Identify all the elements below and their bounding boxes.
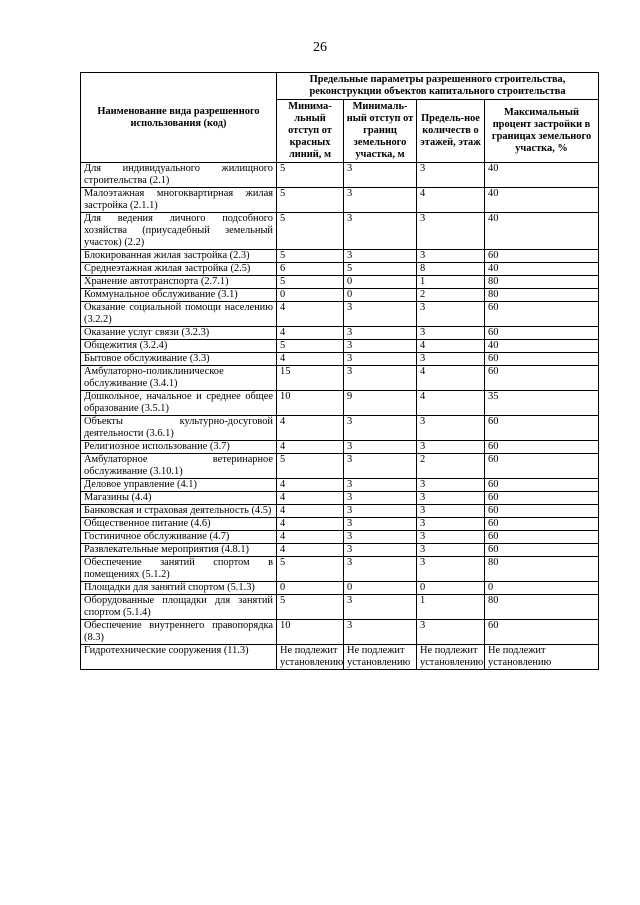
max-coverage-value: 60 xyxy=(485,250,599,263)
plot-boundary-setback-value: 5 xyxy=(344,263,417,276)
table-row xyxy=(81,518,599,531)
max-floors-value: 3 xyxy=(417,441,485,454)
max-coverage-value: 60 xyxy=(485,366,599,391)
red-line-setback-value: 5 xyxy=(277,276,344,289)
use-type-name: Для ведения личного подсобного хозяйства (приусадебный земельный участок) (2.2) xyxy=(81,213,277,250)
max-floors-value: 3 xyxy=(417,327,485,340)
max-floors-value: 3 xyxy=(417,518,485,531)
use-type-name: Коммунальное обслуживание (3.1) xyxy=(81,289,277,302)
max-floors-value: 3 xyxy=(417,544,485,557)
use-type-name: Общежития (3.2.4) xyxy=(81,340,277,353)
max-coverage-value: Не подлежит установлению xyxy=(485,645,599,670)
use-type-name: Оборудованные площадки для занятий спортом (5.1.4) xyxy=(81,595,277,620)
table-body xyxy=(81,163,599,670)
red-line-setback-value: 4 xyxy=(277,518,344,531)
table-row xyxy=(81,353,599,366)
max-floors-value: 4 xyxy=(417,340,485,353)
use-type-name: Бытовое обслуживание (3.3) xyxy=(81,353,277,366)
max-floors-value: Не подлежит установлению xyxy=(417,645,485,670)
max-floors-value: 4 xyxy=(417,188,485,213)
red-line-setback-value: Не подлежит установлению xyxy=(277,645,344,670)
max-floors-value: 3 xyxy=(417,353,485,366)
max-coverage-value: 40 xyxy=(485,163,599,188)
table-row xyxy=(81,188,599,213)
plot-boundary-setback-value: 3 xyxy=(344,327,417,340)
red-line-setback-value: 10 xyxy=(277,620,344,645)
red-line-setback-value: 5 xyxy=(277,557,344,582)
use-type-name: Обеспечение занятий спортом в помещениях (5.1.2) xyxy=(81,557,277,582)
plot-boundary-setback-value: 3 xyxy=(344,557,417,582)
table-row xyxy=(81,263,599,276)
use-type-name: Оказание социальной помощи населению (3.2.2) xyxy=(81,302,277,327)
page-number: 26 xyxy=(313,40,327,55)
use-type-name: Магазины (4.4) xyxy=(81,492,277,505)
max-floors-value: 4 xyxy=(417,391,485,416)
max-coverage-value: 40 xyxy=(485,213,599,250)
plot-boundary-setback-value: 0 xyxy=(344,276,417,289)
plot-boundary-setback-value: 3 xyxy=(344,479,417,492)
use-type-name: Площадки для занятий спортом (5.1.3) xyxy=(81,582,277,595)
red-line-setback-value: 5 xyxy=(277,188,344,213)
max-coverage-value: 60 xyxy=(485,441,599,454)
use-type-name: Среднеэтажная жилая застройка (2.5) xyxy=(81,263,277,276)
plot-boundary-setback-value: 3 xyxy=(344,366,417,391)
max-floors-value: 3 xyxy=(417,492,485,505)
red-line-setback-value: 5 xyxy=(277,340,344,353)
table-row xyxy=(81,505,599,518)
plot-boundary-setback-value: 3 xyxy=(344,188,417,213)
plot-boundary-setback-value: 3 xyxy=(344,163,417,188)
plot-boundary-setback-value: 3 xyxy=(344,302,417,327)
max-coverage-value: 60 xyxy=(485,353,599,366)
table-row xyxy=(81,544,599,557)
plot-boundary-setback-value: 3 xyxy=(344,544,417,557)
max-floors-value: 8 xyxy=(417,263,485,276)
table-row xyxy=(81,441,599,454)
max-coverage-value: 35 xyxy=(485,391,599,416)
red-line-setback-value: 5 xyxy=(277,454,344,479)
max-floors-value: 3 xyxy=(417,213,485,250)
plot-boundary-setback-value: 3 xyxy=(344,518,417,531)
use-type-name: Амбулаторно-поликлиническое обслуживание (3.4.1) xyxy=(81,366,277,391)
table-row xyxy=(81,416,599,441)
red-line-setback-value: 4 xyxy=(277,505,344,518)
table-row xyxy=(81,454,599,479)
plot-boundary-setback-value: 3 xyxy=(344,416,417,441)
red-line-setback-value: 4 xyxy=(277,479,344,492)
plot-boundary-setback-value: 3 xyxy=(344,595,417,620)
header-col-red-lines: Минима-льный отступ от красных линий, м xyxy=(277,100,344,163)
use-type-name: Гидротехнические сооружения (11.3) xyxy=(81,645,277,670)
table-row xyxy=(81,327,599,340)
red-line-setback-value: 5 xyxy=(277,213,344,250)
max-floors-value: 3 xyxy=(417,416,485,441)
red-line-setback-value: 5 xyxy=(277,163,344,188)
max-coverage-value: 60 xyxy=(485,302,599,327)
red-line-setback-value: 6 xyxy=(277,263,344,276)
table-row xyxy=(81,340,599,353)
table-row xyxy=(81,582,599,595)
max-coverage-value: 80 xyxy=(485,557,599,582)
red-line-setback-value: 0 xyxy=(277,582,344,595)
max-floors-value: 3 xyxy=(417,620,485,645)
table-row xyxy=(81,492,599,505)
max-floors-value: 3 xyxy=(417,250,485,263)
red-line-setback-value: 4 xyxy=(277,544,344,557)
max-coverage-value: 0 xyxy=(485,582,599,595)
plot-boundary-setback-value: 3 xyxy=(344,250,417,263)
plot-boundary-setback-value: Не подлежит установлению xyxy=(344,645,417,670)
max-coverage-value: 40 xyxy=(485,188,599,213)
max-coverage-value: 80 xyxy=(485,289,599,302)
table-row xyxy=(81,595,599,620)
max-floors-value: 3 xyxy=(417,557,485,582)
use-type-name: Развлекательные мероприятия (4.8.1) xyxy=(81,544,277,557)
table-row xyxy=(81,250,599,263)
header-col-coverage: Максимальный процент застройки в границах земельного участка, % xyxy=(485,100,599,163)
table-row xyxy=(81,289,599,302)
red-line-setback-value: 10 xyxy=(277,391,344,416)
use-type-name: Амбулаторное ветеринарное обслуживание (3.10.1) xyxy=(81,454,277,479)
use-type-name: Малоэтажная многоквартирная жилая застройка (2.1.1) xyxy=(81,188,277,213)
plot-boundary-setback-value: 3 xyxy=(344,353,417,366)
table-row xyxy=(81,645,599,670)
max-floors-value: 3 xyxy=(417,479,485,492)
max-coverage-value: 60 xyxy=(485,518,599,531)
red-line-setback-value: 5 xyxy=(277,595,344,620)
use-type-name: Дошкольное, начальное и среднее общее образование (3.5.1) xyxy=(81,391,277,416)
header-col-plot-boundary: Минималь-ный отступ от границ земельного участка, м xyxy=(344,100,417,163)
max-floors-value: 3 xyxy=(417,505,485,518)
max-floors-value: 0 xyxy=(417,582,485,595)
table-row xyxy=(81,302,599,327)
use-type-name: Обеспечение внутреннего правопорядка (8.3) xyxy=(81,620,277,645)
max-coverage-value: 60 xyxy=(485,454,599,479)
plot-boundary-setback-value: 3 xyxy=(344,340,417,353)
table-row xyxy=(81,163,599,188)
header-name-column: Наименование вида разрешенного использования (код) xyxy=(81,73,277,163)
table-row xyxy=(81,276,599,289)
max-floors-value: 3 xyxy=(417,163,485,188)
plot-boundary-setback-value: 9 xyxy=(344,391,417,416)
max-coverage-value: 60 xyxy=(485,620,599,645)
red-line-setback-value: 4 xyxy=(277,416,344,441)
max-coverage-value: 60 xyxy=(485,492,599,505)
max-coverage-value: 40 xyxy=(485,263,599,276)
max-floors-value: 4 xyxy=(417,366,485,391)
use-type-name: Гостиничное обслуживание (4.7) xyxy=(81,531,277,544)
plot-boundary-setback-value: 3 xyxy=(344,492,417,505)
red-line-setback-value: 15 xyxy=(277,366,344,391)
max-floors-value: 2 xyxy=(417,454,485,479)
red-line-setback-value: 0 xyxy=(277,289,344,302)
use-type-name: Банковская и страховая деятельность (4.5) xyxy=(81,505,277,518)
max-floors-value: 1 xyxy=(417,595,485,620)
use-type-name: Общественное питание (4.6) xyxy=(81,518,277,531)
table-row xyxy=(81,557,599,582)
table-row xyxy=(81,479,599,492)
max-coverage-value: 80 xyxy=(485,276,599,289)
use-type-name: Блокированная жилая застройка (2.3) xyxy=(81,250,277,263)
red-line-setback-value: 4 xyxy=(277,531,344,544)
table-row xyxy=(81,620,599,645)
table-row xyxy=(81,213,599,250)
use-type-name: Оказание услуг связи (3.2.3) xyxy=(81,327,277,340)
use-type-name: Хранение автотранспорта (2.7.1) xyxy=(81,276,277,289)
max-floors-value: 1 xyxy=(417,276,485,289)
red-line-setback-value: 4 xyxy=(277,353,344,366)
header-group-title: Предельные параметры разрешенного строительства, реконструкции объектов капитального строительства xyxy=(277,73,599,100)
red-line-setback-value: 4 xyxy=(277,327,344,340)
red-line-setback-value: 4 xyxy=(277,441,344,454)
header-row-group xyxy=(81,73,599,100)
max-coverage-value: 60 xyxy=(485,416,599,441)
use-type-name: Религиозное использование (3.7) xyxy=(81,441,277,454)
red-line-setback-value: 5 xyxy=(277,250,344,263)
table-row xyxy=(81,531,599,544)
max-coverage-value: 60 xyxy=(485,479,599,492)
max-coverage-value: 40 xyxy=(485,340,599,353)
plot-boundary-setback-value: 3 xyxy=(344,454,417,479)
max-coverage-value: 80 xyxy=(485,595,599,620)
plot-boundary-setback-value: 3 xyxy=(344,213,417,250)
header-col-floors: Предель-ное количеств о этажей, этаж xyxy=(417,100,485,163)
max-floors-value: 3 xyxy=(417,531,485,544)
max-coverage-value: 60 xyxy=(485,531,599,544)
plot-boundary-setback-value: 3 xyxy=(344,441,417,454)
table-row xyxy=(81,366,599,391)
plot-boundary-setback-value: 0 xyxy=(344,582,417,595)
plot-boundary-setback-value: 3 xyxy=(344,505,417,518)
max-coverage-value: 60 xyxy=(485,327,599,340)
plot-boundary-setback-value: 3 xyxy=(344,531,417,544)
plot-boundary-setback-value: 3 xyxy=(344,620,417,645)
use-type-name: Объекты культурно-досуговой деятельности (3.6.1) xyxy=(81,416,277,441)
plot-boundary-setback-value: 0 xyxy=(344,289,417,302)
parameters-table xyxy=(80,72,599,670)
max-coverage-value: 60 xyxy=(485,505,599,518)
red-line-setback-value: 4 xyxy=(277,492,344,505)
max-floors-value: 3 xyxy=(417,302,485,327)
max-coverage-value: 60 xyxy=(485,544,599,557)
max-floors-value: 2 xyxy=(417,289,485,302)
red-line-setback-value: 4 xyxy=(277,302,344,327)
table-row xyxy=(81,391,599,416)
use-type-name: Для индивидуального жилищного строительства (2.1) xyxy=(81,163,277,188)
use-type-name: Деловое управление (4.1) xyxy=(81,479,277,492)
